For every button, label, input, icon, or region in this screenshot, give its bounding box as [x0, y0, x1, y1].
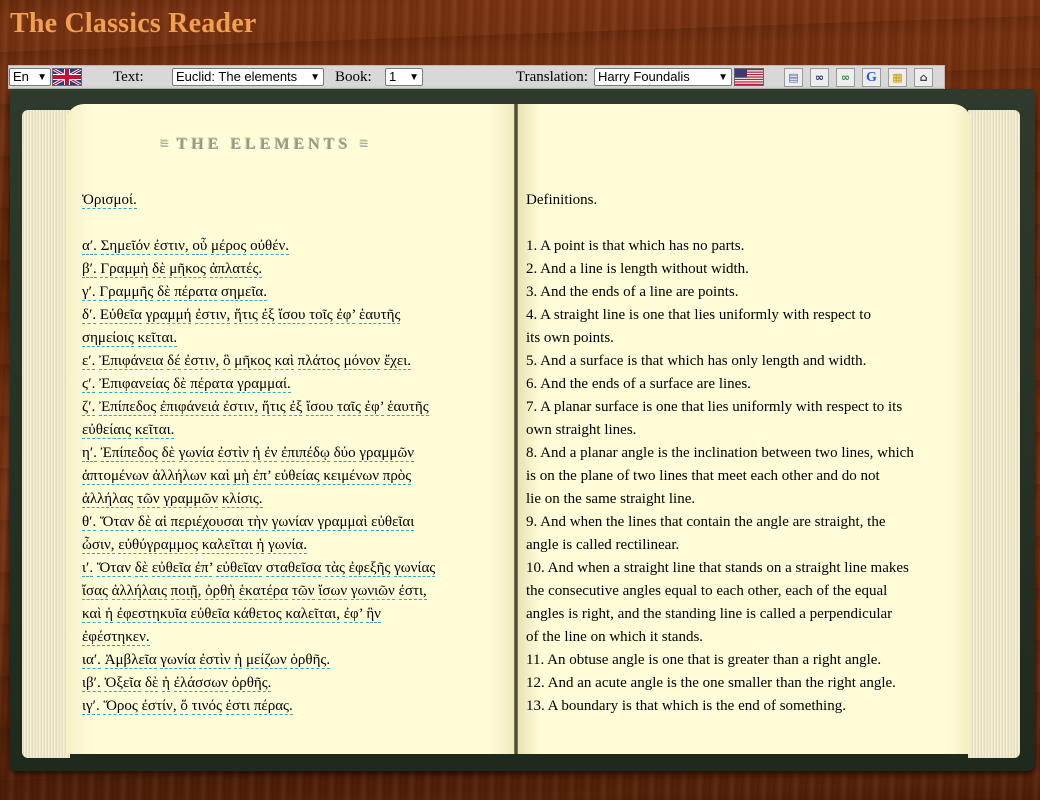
book-title [160, 136, 376, 154]
greek-line [82, 304, 512, 327]
greek-line [82, 373, 512, 396]
binoculars-icon[interactable]: ∞ [810, 68, 829, 87]
translation-select-value: Harry Foundalis [598, 69, 690, 84]
greek-word[interactable]: κειμένων [323, 468, 379, 484]
greek-word[interactable]: ἡ [256, 537, 265, 553]
greek-word[interactable]: οὐθέν. [250, 238, 290, 254]
greek-word[interactable]: γραμμαί. [237, 376, 291, 392]
greek-word[interactable]: ἐφεστηκυῖα [116, 606, 187, 622]
greek-word[interactable]: ἐστὶν [217, 445, 249, 461]
greek-word[interactable]: μέρος [211, 238, 247, 254]
book-title-text: THE ELEMENTS [176, 136, 352, 153]
chevron-down-icon: ▼ [37, 72, 47, 83]
google-icon[interactable]: G [862, 68, 881, 87]
greek-word[interactable]: ἀλλήλαις [111, 583, 167, 599]
translation-label: Translation: [516, 69, 588, 85]
greek-word[interactable]: ϛʹ. [82, 376, 96, 392]
greek-word[interactable]: ὀρθὴ [205, 583, 236, 599]
greek-word[interactable]: θʹ. [82, 514, 97, 530]
greek-word[interactable]: δὲ [161, 445, 175, 461]
greek-word[interactable]: μῆκος [234, 353, 271, 369]
greek-word[interactable]: δὲ [144, 675, 159, 691]
greek-word[interactable]: εʹ. [82, 353, 96, 369]
greek-word[interactable]: ἑαυτῆς [387, 399, 429, 415]
text-select[interactable] [172, 68, 324, 86]
greek-word[interactable]: κεῖται. [137, 330, 178, 346]
page-edges-left [22, 110, 70, 758]
greek-word[interactable]: ἀλλήλας [82, 491, 134, 507]
book-spine [514, 104, 518, 754]
greek-line [82, 442, 512, 465]
english-line: 4. A straight line is one that lies uniformly with respect to [526, 307, 871, 323]
greek-word[interactable]: αʹ. [82, 238, 97, 254]
greek-word[interactable]: γραμμαὶ [317, 514, 368, 530]
greek-line [82, 488, 512, 511]
greek-word[interactable]: Εὐθεῖα [99, 307, 142, 323]
greek-word[interactable]: ἐπιπέδῳ [281, 445, 330, 461]
greek-word[interactable]: ιγʹ. [82, 698, 100, 714]
greek-word[interactable]: οὗ [192, 238, 208, 254]
greek-word[interactable]: εὐθεῖα [151, 560, 191, 576]
greek-line [82, 626, 512, 649]
english-line: 8. And a planar angle is the inclination between two lines, which [526, 445, 914, 461]
greek-word[interactable]: σταθεῖσα [265, 560, 322, 576]
greek-word[interactable]: εὐθεῖαν [216, 560, 263, 576]
greek-word[interactable]: ἑκατέρα [238, 583, 289, 599]
greek-line [82, 189, 512, 212]
greek-word[interactable]: καὶ [274, 353, 294, 369]
greek-word[interactable]: δύο [333, 445, 356, 461]
greek-word[interactable]: γωνίαν [271, 514, 314, 530]
greek-word[interactable]: ἐφ’ [343, 606, 363, 622]
greek-word[interactable]: μὴ [233, 468, 250, 484]
greek-word[interactable]: ἴσου [306, 399, 334, 415]
greek-word[interactable]: τὰς [325, 560, 345, 576]
greek-word[interactable]: ἁπτομένων [82, 468, 149, 484]
greek-word[interactable]: καλεῖται [201, 537, 253, 553]
greek-word[interactable]: ἥτις [261, 399, 286, 415]
greek-word[interactable]: δὲ [134, 560, 149, 576]
greek-word[interactable]: ἐστι [225, 698, 251, 714]
book-select-value: 1 [389, 69, 397, 84]
english-line: 3. And the ends of a line are points. [526, 284, 739, 300]
greek-line [82, 557, 512, 580]
greek-line [82, 281, 512, 304]
book-label: Book: [335, 69, 372, 85]
ornament-left-icon: ≡ [160, 136, 170, 153]
greek-word[interactable]: ἐπ’ [253, 468, 271, 484]
greek-line [82, 695, 512, 718]
greek-word[interactable]: μόνον [343, 353, 381, 369]
app-title: The Classics Reader [10, 8, 257, 39]
greek-word[interactable]: πέρατα [190, 376, 234, 392]
greek-word[interactable]: γωνία [160, 652, 196, 668]
greek-line [82, 649, 512, 672]
english-line: angle is called rectilinear. [526, 537, 680, 553]
english-line: angles is right, and the standing line is called a perpendicular [526, 606, 893, 622]
english-line: 5. And a surface is that which has only length and width. [526, 353, 867, 369]
greek-word[interactable]: εὐθείας [274, 468, 320, 484]
greek-word[interactable]: βʹ. [82, 261, 97, 277]
greek-line [82, 258, 512, 281]
greek-word[interactable]: κάθετος [233, 606, 282, 622]
book-select[interactable] [385, 68, 423, 86]
greek-word[interactable]: τινός [191, 698, 222, 714]
greek-word[interactable]: γραμμῶν [359, 445, 415, 461]
greek-word[interactable]: ἥτις [233, 307, 258, 323]
greek-word[interactable]: γωνίας [394, 560, 436, 576]
library-icon[interactable]: ⌂ [914, 68, 933, 87]
greek-word[interactable]: καὶ [82, 606, 102, 622]
english-line: is on the plane of two lines that meet each other and do not [526, 468, 880, 484]
greek-word[interactable]: μείζων [245, 652, 287, 668]
greek-word[interactable]: ἣν [366, 606, 381, 622]
greek-line [82, 511, 512, 534]
greek-word[interactable]: σημεῖα. [221, 284, 267, 300]
english-line: 13. A boundary is that which is the end of something. [526, 698, 846, 714]
ornament-right-icon: ≡ [359, 136, 369, 153]
greek-word[interactable]: δὲ [152, 261, 166, 277]
greek-word[interactable]: τὴν [247, 514, 268, 530]
greek-word[interactable]: Γραμμῆς [99, 284, 154, 300]
greek-word[interactable]: ἀλλήλων [152, 468, 207, 484]
greek-word[interactable]: Ὁρισμοί. [82, 192, 137, 208]
greek-word[interactable]: τῶν [136, 491, 160, 507]
greek-word[interactable]: ὅ [180, 698, 188, 714]
greek-word[interactable]: Γραμμὴ [100, 261, 149, 277]
greek-line [82, 327, 512, 350]
greek-word[interactable]: γωνία [178, 445, 214, 461]
greek-word[interactable]: εὐθείαις [82, 422, 132, 438]
greek-word[interactable]: ὦσιν, [82, 537, 115, 553]
english-line: 6. And the ends of a surface are lines. [526, 376, 751, 392]
greek-word[interactable]: Ὅρος [103, 698, 138, 714]
greek-word[interactable]: ιαʹ. [82, 652, 101, 668]
greek-word[interactable]: ἡ [105, 606, 113, 622]
greek-word[interactable]: ὃ [223, 353, 231, 369]
greek-word[interactable]: ἐστὶν [199, 652, 231, 668]
greek-word[interactable]: ἐλάσσων [173, 675, 228, 691]
greek-word[interactable]: καλεῖται, [285, 606, 340, 622]
english-translation [526, 189, 971, 718]
greek-word[interactable]: ἐστι, [398, 583, 427, 599]
greek-word[interactable]: ὀρθῆς. [231, 675, 272, 691]
greek-word[interactable]: περιέχουσαι [170, 514, 244, 530]
uk-flag-icon[interactable] [52, 68, 82, 86]
greek-word[interactable]: γραμμή [145, 307, 192, 323]
english-line: its own points. [526, 330, 614, 346]
greek-word[interactable]: ηʹ. [82, 445, 97, 461]
greek-word[interactable]: Ὀξεῖα [104, 675, 142, 691]
english-line: 12. And an acute angle is the one smaller than the right angle. [526, 675, 896, 691]
greek-word[interactable]: δʹ. [82, 307, 97, 323]
greek-word[interactable]: ἐστίν, [141, 698, 177, 714]
english-line: 9. And when the lines that contain the angle are straight, the [526, 514, 886, 530]
greek-word[interactable]: εὐθύγραμμος [118, 537, 199, 553]
english-line: lie on the same straight line. [526, 491, 696, 507]
greek-word[interactable]: Ἐπίπεδος [99, 399, 157, 415]
greek-word[interactable]: πέρας. [253, 698, 293, 714]
greek-line [82, 212, 512, 235]
greek-word[interactable]: δὲ [157, 284, 171, 300]
greek-line [82, 580, 512, 603]
greek-word[interactable]: ἀπλατές. [209, 261, 263, 277]
language-select[interactable] [9, 68, 51, 86]
greek-word[interactable]: τοῖς [309, 307, 333, 323]
greek-word[interactable]: ἐστιν, [223, 399, 259, 415]
greek-word[interactable]: ταῖς [337, 399, 361, 415]
greek-word[interactable]: ιʹ. [82, 560, 94, 576]
greek-word[interactable]: δέ [167, 353, 181, 369]
greek-word[interactable]: ἐστιν, [153, 238, 189, 254]
greek-word[interactable]: ἔχει. [383, 353, 412, 369]
greek-word[interactable]: ἐφ’ [364, 399, 384, 415]
greek-word[interactable]: γωνιῶν [350, 583, 395, 599]
greek-word[interactable]: ἐφέστηκεν. [82, 629, 150, 645]
greek-line [82, 465, 512, 488]
greek-word[interactable]: εὐθεῖαι [371, 514, 415, 530]
greek-word[interactable]: ἐξ [289, 399, 303, 415]
greek-word[interactable]: ἐξ [261, 307, 275, 323]
us-flag-icon[interactable] [734, 68, 764, 86]
greek-word[interactable]: καὶ [210, 468, 230, 484]
greek-word[interactable]: ἴσων [318, 583, 348, 599]
greek-word[interactable]: Ἐπιφάνεια [99, 353, 164, 369]
english-line: Definitions. [526, 192, 598, 208]
greek-word[interactable]: Ἐπίπεδος [100, 445, 158, 461]
english-line: of the line on which it stands. [526, 629, 704, 645]
greek-word[interactable]: πέρατα [174, 284, 218, 300]
greek-word[interactable]: ἐπ’ [194, 560, 213, 576]
greek-word[interactable]: δὲ [173, 376, 187, 392]
greek-line [82, 350, 512, 373]
english-line: the consecutive angles equal to each other, each of the equal [526, 583, 888, 599]
greek-word[interactable]: ἐν [264, 445, 278, 461]
greek-word[interactable]: μῆκος [169, 261, 206, 277]
english-line: 2. And a line is length without width. [526, 261, 749, 277]
greek-word[interactable]: ἐφ’ [336, 307, 356, 323]
greek-word[interactable]: ποιῇ, [170, 583, 202, 599]
english-line: 11. An obtuse angle is one that is greater than a right angle. [526, 652, 882, 668]
greek-word[interactable]: ἴσας [82, 583, 108, 599]
greek-word[interactable]: δὲ [137, 514, 152, 530]
english-line: 10. And when a straight line that stands on a straight line makes [526, 560, 909, 576]
greek-word[interactable]: ἑαυτῆς [359, 307, 401, 323]
chevron-down-icon: ▼ [718, 72, 728, 83]
greek-word[interactable]: αἱ [155, 514, 167, 530]
greek-word[interactable]: ἡ [234, 652, 243, 668]
greek-line [82, 396, 512, 419]
greek-word[interactable]: Ἐπιφανείας [99, 376, 170, 392]
english-line [526, 212, 971, 235]
greek-word[interactable]: τῶν [291, 583, 315, 599]
text-label: Text: [113, 69, 144, 85]
greek-word[interactable]: γʹ. [82, 284, 96, 300]
greek-word[interactable]: ζʹ. [82, 399, 96, 415]
greek-word[interactable]: πλάτος [297, 353, 340, 369]
greek-word[interactable]: ἐστιν, [184, 353, 220, 369]
binoculars-alt-icon[interactable]: ∞ [836, 68, 855, 87]
greek-word[interactable]: Ἀμβλεῖα [104, 652, 157, 668]
greek-word[interactable]: ἐφεξῆς [348, 560, 391, 576]
greek-line [82, 235, 512, 258]
toolbar [8, 65, 945, 89]
pages-icon[interactable]: ▤ [784, 68, 803, 87]
greek-word[interactable]: εὐθεῖα [190, 606, 230, 622]
greek-line [82, 534, 512, 557]
greek-line [82, 419, 512, 442]
page-edges-right [968, 110, 1020, 758]
greek-word[interactable]: Ὅταν [99, 514, 135, 530]
greek-word[interactable]: ὀρθῆς. [290, 652, 331, 668]
greek-word[interactable]: ἡ [252, 445, 261, 461]
greek-line [82, 603, 512, 626]
greek-word[interactable]: κλίσις. [221, 491, 263, 507]
text-select-value: Euclid: The elements [176, 69, 298, 84]
chevron-down-icon: ▼ [409, 72, 419, 83]
greek-text [82, 189, 512, 718]
greek-word[interactable]: πρὸς [382, 468, 412, 484]
greek-word[interactable]: Σημεῖόν [100, 238, 150, 254]
english-line: own straight lines. [526, 422, 637, 438]
english-line: 1. A point is that which has no parts. [526, 238, 745, 254]
greek-word[interactable]: ἐστιν, [195, 307, 231, 323]
english-line: 7. A planar surface is one that lies uniformly with respect to its [526, 399, 903, 415]
greek-word[interactable]: γραμμῶν [163, 491, 219, 507]
greek-line [82, 672, 512, 695]
greek-word[interactable]: ἐπιφάνειά [159, 399, 220, 415]
chevron-down-icon: ▼ [310, 72, 320, 83]
greek-word[interactable]: Ὅταν [96, 560, 131, 576]
greek-word[interactable]: γωνία. [268, 537, 307, 553]
translation-select[interactable] [594, 68, 732, 86]
greek-word[interactable]: σημείοις [82, 330, 134, 346]
greek-word[interactable]: κεῖται. [134, 422, 175, 438]
language-select-value: En [13, 69, 29, 84]
greek-word[interactable]: ἡ [162, 675, 170, 691]
greek-word[interactable]: ἴσου [278, 307, 306, 323]
greek-word[interactable]: ιβʹ. [82, 675, 101, 691]
sticky-notes-icon[interactable]: ▦ [888, 68, 907, 87]
